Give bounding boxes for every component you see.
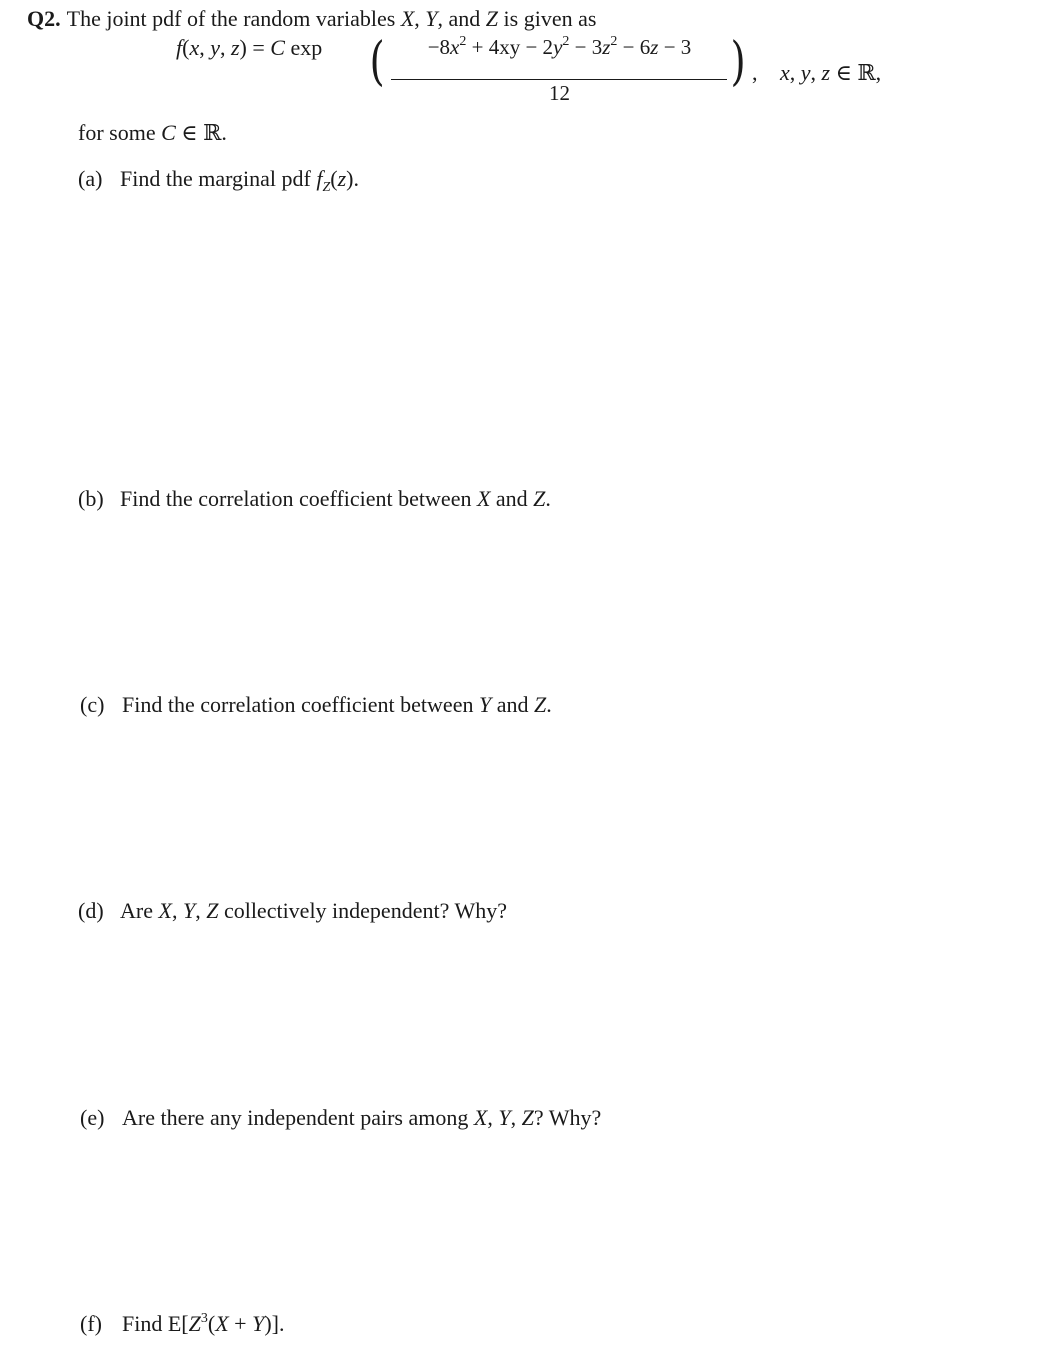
part-f — [80, 1311, 284, 1337]
question-header — [27, 6, 596, 32]
part-text: Find the correlation coefficient between X and Z. — [120, 486, 551, 511]
part-b — [78, 486, 551, 512]
part-label: (a) — [78, 166, 103, 191]
part-text: Find $E[Z^3(X + Y)]$. — [122, 1311, 285, 1336]
part-c — [80, 692, 552, 718]
constant-note: for some C ∈ ℝ. — [78, 120, 227, 145]
question-intro: The joint pdf of the random variables X, Y, and Z is given as — [66, 6, 597, 31]
part-label: (f) — [80, 1311, 102, 1336]
question-number: Q2. — [27, 6, 61, 31]
formula-lhs: f(x, y, z) = C exp — [176, 35, 323, 60]
part-text: Find the marginal pdf $f_Z(z)$. — [120, 166, 359, 195]
part-label: (e) — [80, 1105, 105, 1130]
part-label: (d) — [78, 898, 104, 923]
part-text: Are X, Y, Z collectively independent? Why? — [120, 898, 507, 923]
left-paren: ( — [369, 32, 385, 92]
part-text: Are there any independent pairs among X, Y, Z? Why? — [122, 1105, 602, 1130]
fraction-denominator: 12 — [549, 81, 570, 105]
fraction-numerator: $-8x^2 + 4xy - 2y^2 - 3z^2 - 6z - 3$ — [427, 34, 692, 59]
part-e — [80, 1105, 601, 1131]
right-paren: ) — [730, 32, 746, 92]
part-a — [78, 166, 359, 195]
part-d — [78, 898, 507, 924]
part-label: (b) — [78, 486, 104, 511]
formula-domain: x, y, z ∈ ℝ, — [780, 60, 882, 85]
formula-separator: , — [752, 60, 758, 85]
part-label: (c) — [80, 692, 105, 717]
part-text: Find the correlation coefficient between Y and Z. — [122, 692, 552, 717]
